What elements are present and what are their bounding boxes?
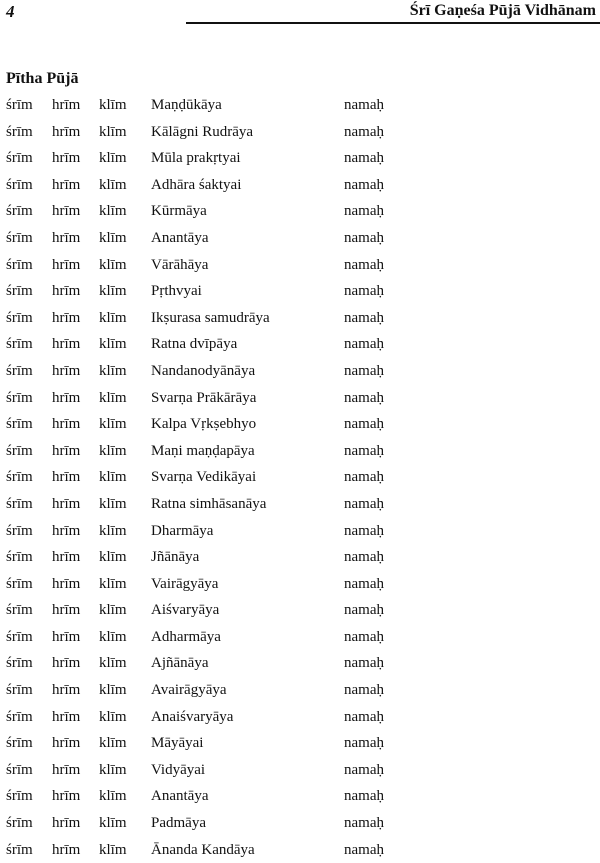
bija-hrim: hrīm <box>52 549 81 566</box>
deity-name: Ānanda Kandāya <box>151 841 255 858</box>
deity-name: Svarṇa Vedikāyai <box>151 469 257 486</box>
bija-hrim: hrīm <box>52 575 81 592</box>
bija-hrim: hrīm <box>52 97 81 113</box>
bija-hrim: hrīm <box>52 442 81 459</box>
mantra-row <box>0 358 600 385</box>
bija-klim: klīm <box>99 708 127 725</box>
namah-ending: namaḥ <box>344 416 384 433</box>
mantra-row <box>0 225 600 252</box>
bija-klim: klīm <box>99 841 127 858</box>
deity-name: Ratna simhāsanāya <box>151 495 267 512</box>
namah-ending: namaḥ <box>344 495 384 512</box>
namah-ending: namaḥ <box>344 788 384 805</box>
mantra-row <box>0 730 600 757</box>
bija-shrim: śrīm <box>6 150 33 167</box>
bija-shrim: śrīm <box>6 442 33 459</box>
namah-ending: namaḥ <box>344 628 384 645</box>
deity-name: Nandanodyānāya <box>151 362 256 379</box>
bija-shrim: śrīm <box>6 97 33 113</box>
mantra-row <box>0 677 600 704</box>
bija-shrim: śrīm <box>6 602 33 619</box>
bija-shrim: śrīm <box>6 495 33 512</box>
namah-ending: namaḥ <box>344 442 384 459</box>
bija-shrim: śrīm <box>6 788 33 805</box>
bija-klim: klīm <box>99 203 127 220</box>
bija-hrim: hrīm <box>52 735 81 752</box>
bija-shrim: śrīm <box>6 283 33 300</box>
bija-klim: klīm <box>99 469 127 486</box>
bija-shrim: śrīm <box>6 176 33 193</box>
bija-hrim: hrīm <box>52 309 81 326</box>
namah-ending: namaḥ <box>344 283 384 300</box>
bija-klim: klīm <box>99 495 127 512</box>
bija-hrim: hrīm <box>52 283 81 300</box>
bija-hrim: hrīm <box>52 682 81 699</box>
bija-klim: klīm <box>99 788 127 805</box>
deity-name: Mūla prakṛtyai <box>151 150 241 167</box>
namah-ending: namaḥ <box>344 229 384 246</box>
bija-hrim: hrīm <box>52 203 81 220</box>
mantra-row <box>0 252 600 279</box>
deity-name: Avairāgyāya <box>151 682 227 699</box>
bija-klim: klīm <box>99 283 127 300</box>
deity-name: Kālāgni Rudrāya <box>151 123 254 140</box>
bija-shrim: śrīm <box>6 708 33 725</box>
bija-klim: klīm <box>99 416 127 433</box>
mantra-row <box>0 491 600 518</box>
mantra-row <box>0 650 600 677</box>
bija-klim: klīm <box>99 309 127 326</box>
bija-klim: klīm <box>99 682 127 699</box>
running-title: Śrī Gaṇeśa Pūjā Vidhānam <box>409 2 596 19</box>
namah-ending: namaḥ <box>344 602 384 619</box>
mantra-row <box>0 305 600 332</box>
namah-ending: namaḥ <box>344 309 384 326</box>
bija-klim: klīm <box>99 256 127 273</box>
namah-ending: namaḥ <box>344 150 384 167</box>
bija-hrim: hrīm <box>52 628 81 645</box>
bija-shrim: śrīm <box>6 309 33 326</box>
bija-klim: klīm <box>99 176 127 193</box>
namah-ending: namaḥ <box>344 655 384 672</box>
mantra-row <box>0 544 600 571</box>
namah-ending: namaḥ <box>344 123 384 140</box>
bija-shrim: śrīm <box>6 123 33 140</box>
bija-hrim: hrīm <box>52 123 81 140</box>
namah-ending: namaḥ <box>344 176 384 193</box>
bija-klim: klīm <box>99 150 127 167</box>
mantra-row <box>0 783 600 810</box>
deity-name: Kūrmāya <box>151 203 207 220</box>
bija-klim: klīm <box>99 655 127 672</box>
namah-ending: namaḥ <box>344 469 384 486</box>
bija-hrim: hrīm <box>52 602 81 619</box>
mantra-row <box>0 624 600 651</box>
deity-name: Dharmāya <box>151 522 214 539</box>
bija-klim: klīm <box>99 362 127 379</box>
bija-shrim: śrīm <box>6 362 33 379</box>
bija-hrim: hrīm <box>52 176 81 193</box>
deity-name: Māyāyai <box>151 735 204 752</box>
bija-hrim: hrīm <box>52 416 81 433</box>
bija-klim: klīm <box>99 602 127 619</box>
namah-ending: namaḥ <box>344 362 384 379</box>
bija-hrim: hrīm <box>52 495 81 512</box>
namah-ending: namaḥ <box>344 841 384 858</box>
mantra-row <box>0 172 600 199</box>
bija-hrim: hrīm <box>52 655 81 672</box>
mantra-row <box>0 597 600 624</box>
bija-hrim: hrīm <box>52 815 81 832</box>
bija-klim: klīm <box>99 229 127 246</box>
bija-shrim: śrīm <box>6 682 33 699</box>
bija-shrim: śrīm <box>6 628 33 645</box>
bija-klim: klīm <box>99 735 127 752</box>
bija-shrim: śrīm <box>6 841 33 858</box>
deity-name: Ajñānāya <box>151 655 209 672</box>
namah-ending: namaḥ <box>344 575 384 592</box>
deity-name: Vairāgyāya <box>151 575 219 592</box>
deity-name: Anaiśvaryāya <box>151 708 234 725</box>
mantra-row <box>0 385 600 412</box>
bija-shrim: śrīm <box>6 735 33 752</box>
bija-klim: klīm <box>99 123 127 140</box>
header-rule <box>186 22 600 24</box>
bija-klim: klīm <box>99 522 127 539</box>
deity-name: Pṛthvyai <box>151 283 202 300</box>
namah-ending: namaḥ <box>344 761 384 778</box>
bija-shrim: śrīm <box>6 203 33 220</box>
namah-ending: namaḥ <box>344 708 384 725</box>
bija-hrim: hrīm <box>52 469 81 486</box>
namah-ending: namaḥ <box>344 735 384 752</box>
bija-shrim: śrīm <box>6 256 33 273</box>
bija-klim: klīm <box>99 389 127 406</box>
bija-shrim: śrīm <box>6 815 33 832</box>
bija-shrim: śrīm <box>6 522 33 539</box>
bija-hrim: hrīm <box>52 389 81 406</box>
mantra-row <box>0 198 600 225</box>
mantra-row <box>0 810 600 837</box>
bija-klim: klīm <box>99 575 127 592</box>
mantra-row <box>0 704 600 731</box>
deity-name: Ratna dvīpāya <box>151 336 238 353</box>
deity-name: Anantāya <box>151 788 209 805</box>
bija-shrim: śrīm <box>6 469 33 486</box>
bija-klim: klīm <box>99 815 127 832</box>
bija-shrim: śrīm <box>6 655 33 672</box>
bija-hrim: hrīm <box>52 362 81 379</box>
bija-klim: klīm <box>99 628 127 645</box>
deity-name: Adhāra śaktyai <box>151 176 242 193</box>
deity-name: Maṇi maṇḍapāya <box>151 442 255 459</box>
namah-ending: namaḥ <box>344 203 384 220</box>
mantra-row <box>0 411 600 438</box>
bija-hrim: hrīm <box>52 229 81 246</box>
bija-hrim: hrīm <box>52 788 81 805</box>
mantra-row <box>0 92 600 119</box>
bija-shrim: śrīm <box>6 229 33 246</box>
bija-klim: klīm <box>99 442 127 459</box>
namah-ending: namaḥ <box>344 389 384 406</box>
mantra-row <box>0 518 600 545</box>
bija-shrim: śrīm <box>6 416 33 433</box>
bija-hrim: hrīm <box>52 150 81 167</box>
bija-klim: klīm <box>99 336 127 353</box>
deity-name: Anantāya <box>151 229 209 246</box>
mantra-row <box>0 757 600 784</box>
deity-name: Vidyāyai <box>151 761 206 778</box>
bija-hrim: hrīm <box>52 841 81 858</box>
deity-name: Kalpa Vṛkṣebhyo <box>151 416 257 433</box>
deity-name: Svarṇa Prākārāya <box>151 389 257 406</box>
namah-ending: namaḥ <box>344 97 384 113</box>
bija-hrim: hrīm <box>52 256 81 273</box>
deity-name: Padmāya <box>151 815 206 832</box>
namah-ending: namaḥ <box>344 522 384 539</box>
bija-klim: klīm <box>99 97 127 113</box>
namah-ending: namaḥ <box>344 549 384 566</box>
bija-hrim: hrīm <box>52 761 81 778</box>
bija-shrim: śrīm <box>6 761 33 778</box>
bija-klim: klīm <box>99 761 127 778</box>
bija-klim: klīm <box>99 549 127 566</box>
mantra-row <box>0 571 600 598</box>
namah-ending: namaḥ <box>344 336 384 353</box>
bija-shrim: śrīm <box>6 336 33 353</box>
bija-hrim: hrīm <box>52 708 81 725</box>
deity-name: Maṇḍūkāya <box>151 97 222 113</box>
deity-name: Aiśvaryāya <box>151 602 220 619</box>
namah-ending: namaḥ <box>344 256 384 273</box>
deity-name: Ikṣurasa samudrāya <box>151 309 270 326</box>
mantra-row <box>0 119 600 146</box>
bija-hrim: hrīm <box>52 336 81 353</box>
namah-ending: namaḥ <box>344 815 384 832</box>
section-title: Pītha Pūjā <box>6 70 79 87</box>
bija-hrim: hrīm <box>52 522 81 539</box>
mantra-row <box>0 464 600 491</box>
bija-shrim: śrīm <box>6 575 33 592</box>
bija-shrim: śrīm <box>6 389 33 406</box>
deity-name: Jñānāya <box>151 549 200 566</box>
mantra-row <box>0 438 600 465</box>
deity-name: Adharmāya <box>151 628 221 645</box>
mantra-row <box>0 145 600 172</box>
page-header <box>0 0 600 30</box>
mantra-row <box>0 331 600 358</box>
mantra-list <box>0 92 600 863</box>
mantra-row <box>0 278 600 305</box>
deity-name: Vārāhāya <box>151 256 209 273</box>
namah-ending: namaḥ <box>344 682 384 699</box>
page-number: 4 <box>6 2 15 21</box>
bija-shrim: śrīm <box>6 549 33 566</box>
mantra-row <box>0 837 600 863</box>
